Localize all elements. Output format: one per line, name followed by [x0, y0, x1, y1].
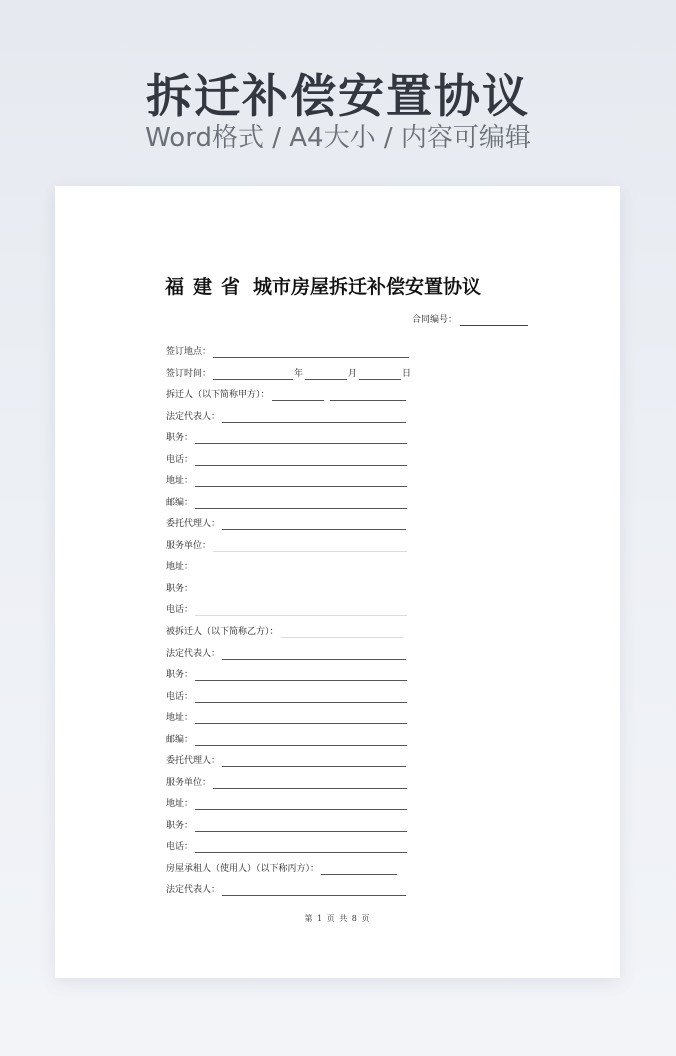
- field-label: 房屋承租人（使用人）（以下称丙方）：: [166, 864, 320, 874]
- field-blank[interactable]: [281, 628, 403, 638]
- field-unit-month: 月: [348, 369, 358, 379]
- field-blank[interactable]: [195, 477, 407, 487]
- field-blank[interactable]: [195, 456, 407, 466]
- field-blank[interactable]: [195, 800, 407, 810]
- banner-title: 拆迁补偿安置协议: [146, 69, 530, 123]
- field-a-phone: [166, 452, 416, 466]
- field-blank[interactable]: [222, 886, 406, 896]
- field-blank[interactable]: [213, 779, 407, 789]
- banner-subtitle: Word格式 / A4大小 / 内容可编辑: [145, 123, 531, 153]
- field-label: 邮编：: [166, 498, 194, 508]
- field-label: 服务单位：: [166, 541, 212, 551]
- field-blank[interactable]: [222, 520, 406, 530]
- field-b-phone: [166, 689, 416, 703]
- field-label: 电话：: [166, 605, 194, 615]
- field-party-c: [166, 861, 416, 875]
- field-label: 法定代表人：: [166, 885, 221, 895]
- field-b-service-unit: [166, 775, 416, 789]
- field-blank[interactable]: [195, 434, 407, 444]
- field-blank[interactable]: [272, 391, 324, 401]
- field-blank[interactable]: [213, 348, 409, 358]
- field-a-agent: [166, 516, 416, 530]
- field-label: 法定代表人：: [166, 412, 221, 422]
- field-b-phone-2: [166, 839, 416, 853]
- field-label: 签订地点：: [166, 347, 212, 357]
- field-label: 委托代理人：: [166, 756, 221, 766]
- field-blank-year[interactable]: [213, 370, 293, 380]
- field-blank[interactable]: [195, 499, 407, 509]
- field-unit-day: 日: [402, 369, 412, 379]
- field-blank-day[interactable]: [359, 370, 401, 380]
- field-blank[interactable]: [195, 671, 407, 681]
- field-b-address-2: [166, 796, 416, 810]
- contract-number-label: 合同编号：: [412, 315, 458, 325]
- field-label: 电话：: [166, 692, 194, 702]
- field-label: 职务：: [166, 821, 194, 831]
- contract-number-blank[interactable]: [460, 316, 528, 326]
- field-a-address: [166, 473, 416, 487]
- field-b-position-2: [166, 818, 416, 832]
- field-label: 地址：: [166, 562, 194, 572]
- field-a-phone-2: [166, 602, 416, 616]
- document-page: [55, 186, 620, 978]
- document-title: [165, 274, 481, 300]
- field-b-legal-rep: [166, 646, 416, 660]
- field-label: 地址：: [166, 476, 194, 486]
- field-label: 委托代理人：: [166, 519, 221, 529]
- field-b-address: [166, 710, 416, 724]
- field-label: 拆迁人（以下简称甲方）：: [166, 390, 270, 400]
- field-label: 服务单位：: [166, 778, 212, 788]
- field-blank-extra[interactable]: [330, 391, 406, 401]
- field-blank[interactable]: [321, 865, 397, 875]
- field-b-position: [166, 667, 416, 681]
- field-label: 邮编：: [166, 735, 194, 745]
- field-a-legal-rep: [166, 409, 416, 423]
- field-blank[interactable]: [195, 822, 407, 832]
- field-party-b: [166, 624, 416, 638]
- field-a-position-2: [166, 581, 416, 595]
- page-footer: 第 1 页 共 8 页: [304, 914, 371, 923]
- document-title-province: 福建省: [165, 276, 250, 298]
- field-blank[interactable]: [195, 606, 407, 616]
- field-a-address-2: [166, 559, 416, 573]
- field-label: 签订时间：: [166, 369, 212, 379]
- field-blank[interactable]: [222, 757, 406, 767]
- field-blank-month[interactable]: [305, 370, 347, 380]
- field-blank[interactable]: [195, 736, 407, 746]
- field-blank[interactable]: [222, 650, 406, 660]
- field-blank[interactable]: [213, 542, 407, 552]
- field-unit-year: 年: [294, 369, 304, 379]
- field-label: 被拆迁人（以下简称乙方）：: [166, 627, 279, 637]
- field-sign-time: [166, 366, 416, 380]
- field-label: 电话：: [166, 455, 194, 465]
- field-blank[interactable]: [195, 714, 407, 724]
- field-label: 法定代表人：: [166, 649, 221, 659]
- field-label: 电话：: [166, 842, 194, 852]
- field-sign-place: [166, 344, 416, 358]
- field-label: 地址：: [166, 713, 194, 723]
- field-party-a: [166, 387, 416, 401]
- field-c-legal-rep: [166, 882, 416, 896]
- field-label: 职务：: [166, 584, 194, 594]
- document-title-main: 城市房屋拆迁补偿安置协议: [253, 276, 482, 298]
- field-b-agent: [166, 753, 416, 767]
- field-blank[interactable]: [195, 843, 407, 853]
- field-b-postcode: [166, 732, 416, 746]
- contract-number: [412, 314, 528, 326]
- field-label: 职务：: [166, 433, 194, 443]
- field-blank[interactable]: [222, 413, 406, 423]
- field-label: 地址：: [166, 799, 194, 809]
- field-label: 职务：: [166, 670, 194, 680]
- field-a-service-unit: [166, 538, 416, 552]
- field-a-postcode: [166, 495, 416, 509]
- field-a-position: [166, 430, 416, 444]
- field-blank[interactable]: [195, 693, 407, 703]
